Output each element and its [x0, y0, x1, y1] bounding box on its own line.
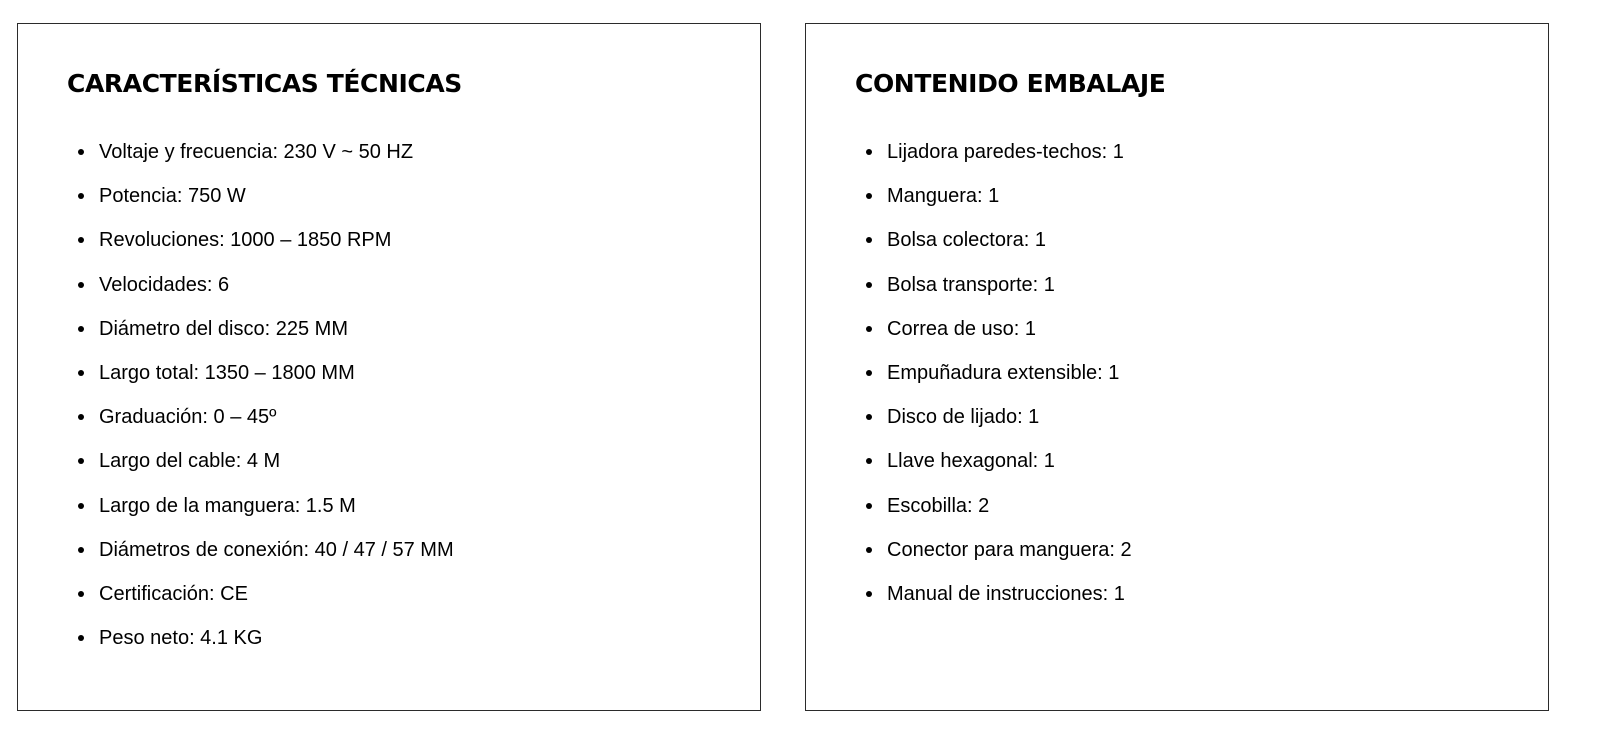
spec-item-text: Largo total: 1350 – 1800 MM [99, 361, 355, 384]
bullet-icon [866, 326, 872, 332]
bullet-icon [78, 635, 84, 641]
spec-item-text: Velocidades: 6 [99, 273, 230, 296]
spec-item [67, 395, 454, 439]
spec-item [67, 130, 454, 174]
package-item-text: Bolsa transporte: 1 [887, 273, 1055, 296]
package-item-text: Empuñadura extensible: 1 [887, 361, 1120, 384]
bullet-icon [78, 414, 84, 420]
bullet-icon [78, 193, 84, 199]
package-item-text: Manual de instrucciones: 1 [887, 582, 1125, 605]
package-item [855, 484, 1132, 528]
spec-item-text: Certificación: CE [99, 582, 248, 605]
spec-item-text: Graduación: 0 – 45º [99, 406, 277, 429]
package-item [855, 218, 1132, 262]
spec-item-text: Diámetros de conexión: 40 / 47 / 57 MM [99, 538, 454, 561]
bullet-icon [866, 458, 872, 464]
package-item-text: Lijadora paredes-techos: 1 [887, 141, 1124, 163]
spec-item [67, 174, 454, 218]
bullet-icon [866, 237, 872, 243]
spec-item-text: Largo del cable: 4 M [99, 450, 281, 473]
spec-item [67, 218, 454, 262]
spec-item [67, 307, 454, 351]
package-item-text: Correa de uso: 1 [887, 317, 1036, 340]
bullet-icon [78, 547, 84, 553]
spec-item [67, 528, 454, 572]
package-item [855, 528, 1132, 572]
spec-item-text: Largo de la manguera: 1.5 M [99, 494, 356, 517]
spec-item-text: Revoluciones: 1000 – 1850 RPM [99, 229, 392, 252]
bullet-icon [78, 503, 84, 509]
package-item [855, 395, 1132, 439]
spec-item [67, 484, 454, 528]
technical-specs-list [67, 130, 454, 660]
package-item [855, 307, 1132, 351]
package-contents-title: CONTENIDO EMBALAJE [855, 69, 1166, 98]
bullet-icon [866, 193, 872, 199]
bullet-icon [866, 414, 872, 420]
package-item-text: Llave hexagonal: 1 [887, 450, 1055, 473]
package-item-text: Disco de lijado: 1 [887, 406, 1040, 429]
spec-item [67, 263, 454, 307]
package-item [855, 130, 1132, 174]
package-item-text: Manguera: 1 [887, 185, 1000, 208]
package-item-text: Conector para manguera: 2 [887, 538, 1132, 561]
spec-item [67, 351, 454, 395]
bullet-icon [78, 591, 84, 597]
package-item [855, 174, 1132, 218]
package-item-text: Escobilla: 2 [887, 494, 990, 517]
package-item-text: Bolsa colectora: 1 [887, 229, 1046, 252]
spec-item-text: Diámetro del disco: 225 MM [99, 317, 348, 340]
package-item [855, 263, 1132, 307]
technical-specs-title: CARACTERÍSTICAS TÉCNICAS [67, 69, 462, 98]
bullet-icon [78, 149, 84, 155]
package-contents-list [855, 130, 1132, 616]
spec-item [67, 439, 454, 483]
bullet-icon [866, 547, 872, 553]
spec-item [67, 616, 454, 660]
bullet-icon [866, 282, 872, 288]
spec-item-text: Potencia: 750 W [99, 185, 246, 208]
technical-specs-panel [17, 23, 761, 711]
package-item [855, 572, 1132, 616]
spec-item [67, 572, 454, 616]
bullet-icon [866, 370, 872, 376]
bullet-icon [866, 149, 872, 155]
bullet-icon [78, 370, 84, 376]
spec-item-text: Voltaje y frecuencia: 230 V ~ 50 HZ [99, 141, 414, 163]
bullet-icon [866, 503, 872, 509]
spec-item-text: Peso neto: 4.1 KG [99, 627, 263, 650]
bullet-icon [866, 591, 872, 597]
package-item [855, 351, 1132, 395]
bullet-icon [78, 237, 84, 243]
package-contents-panel [805, 23, 1549, 711]
bullet-icon [78, 326, 84, 332]
package-item [855, 439, 1132, 483]
bullet-icon [78, 282, 84, 288]
bullet-icon [78, 458, 84, 464]
